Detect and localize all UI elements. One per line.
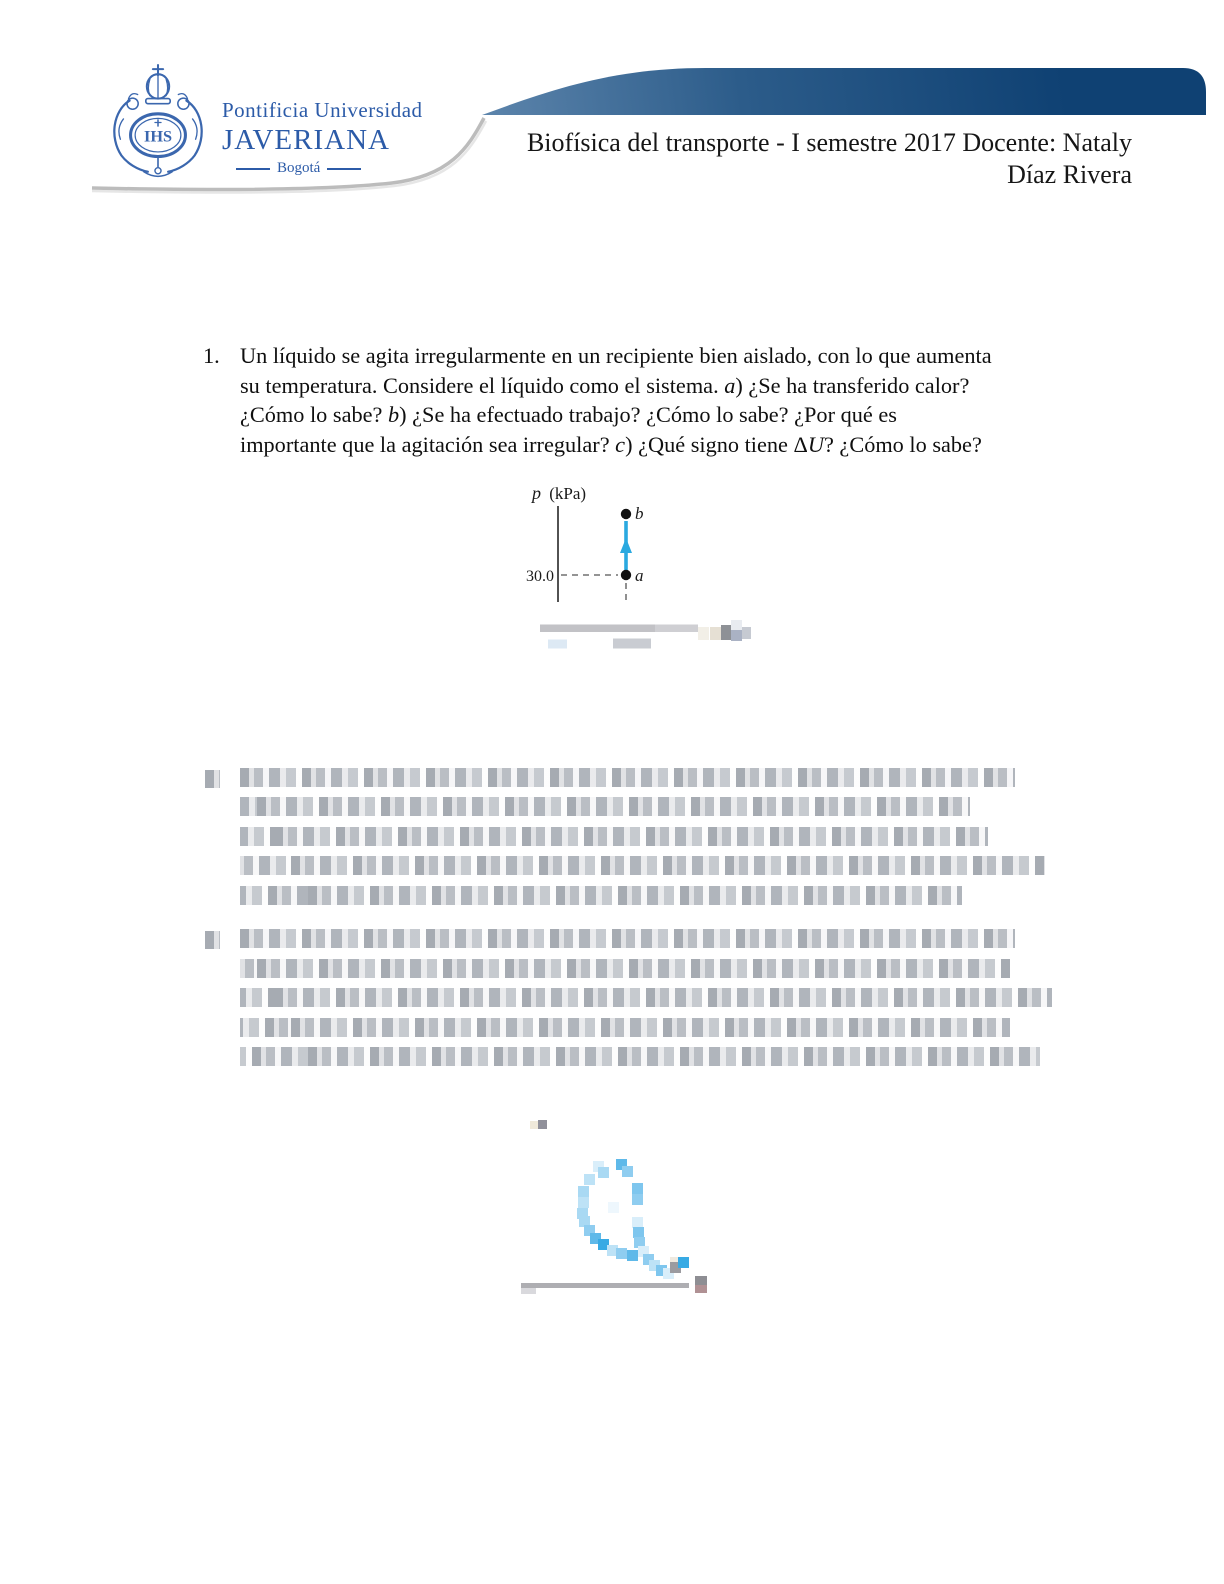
signature-pixel (578, 1197, 589, 1208)
redacted-problem-2 (205, 768, 1065, 918)
redacted-text-line (240, 1018, 1010, 1037)
y-tick-30: 30.0 (526, 568, 554, 585)
signature-pixel (578, 1186, 589, 1197)
redacted-text-line (240, 1047, 1040, 1066)
course-title-line1: Biofísica del transporte - I semestre 2017 Docente: Nataly (526, 128, 1132, 157)
problem-1-lines (240, 341, 1103, 459)
signature-pixel (678, 1257, 689, 1268)
course-title-line2: Díaz Rivera (1007, 160, 1132, 189)
banner-swoosh-shape (482, 68, 1206, 115)
blurred-x-axis (540, 620, 751, 649)
point-a-label: a (635, 566, 644, 585)
signature-line-step (521, 1288, 536, 1294)
redacted-number-marker (205, 931, 220, 949)
problem-1 (203, 341, 1103, 459)
redacted-text-line (240, 827, 988, 846)
signature-line (521, 1283, 689, 1288)
redacted-number-marker (205, 770, 220, 788)
problem-text-line: importante que la agitación sea irregular? c) ¿Qué signo tiene ΔU? ¿Cómo lo sabe? (240, 431, 982, 457)
signature-speck-light (530, 1121, 538, 1129)
problem-text-line: ¿Cómo lo sabe? b) ¿Se ha efectuado trabajo? ¿Cómo lo sabe? ¿Por qué es (240, 402, 897, 428)
redacted-text-line (240, 929, 1015, 948)
university-city: Bogotá (277, 160, 321, 176)
signature-pixel (598, 1167, 609, 1178)
redacted-problem-3 (205, 929, 1065, 1079)
signature-pixel (622, 1166, 633, 1177)
signature-pixel (616, 1248, 627, 1259)
problem-text-line: Un líquido se agita irregularmente en un recipiente bien aislado, con lo que aumenta (240, 343, 992, 368)
signature-line-end-block-bottom (695, 1285, 707, 1293)
signature-speck-dark (538, 1120, 547, 1129)
course-title (492, 127, 1132, 191)
redacted-text-line (240, 959, 1010, 978)
problem-text-line: su temperatura. Considere el líquido como el sistema. a) ¿Se ha transferido calor? (240, 372, 970, 398)
redacted-text-line (240, 856, 1045, 875)
university-name-top: Pontificia Universidad (222, 98, 423, 122)
signature-line-end-block-top (695, 1276, 707, 1285)
problem-1-number: 1. (203, 343, 220, 368)
pv-diagram-figure (505, 478, 775, 663)
redacted-text-line (240, 768, 1015, 787)
signature-pixel (627, 1250, 638, 1261)
city-dash-left (236, 168, 270, 170)
redacted-text-line (240, 988, 1052, 1007)
signature-pixel (632, 1183, 643, 1194)
city-dash-right (327, 168, 361, 170)
crest-monogram: IHS (143, 127, 173, 146)
point-b-label: b (635, 504, 644, 523)
process-arrow-head (620, 538, 632, 553)
redacted-text-line (240, 886, 962, 905)
signature-pixel (608, 1202, 619, 1213)
university-name-main: JAVERIANA (222, 124, 390, 156)
y-axis-label: p (kPa) (532, 483, 587, 503)
signature-pixel (584, 1174, 595, 1185)
university-crest-logo (103, 62, 213, 186)
university-city-row (236, 160, 423, 177)
university-wordmark (222, 98, 423, 177)
point-b-dot (621, 509, 631, 519)
point-a-dot (621, 570, 631, 580)
redacted-text-line (240, 797, 970, 816)
signature-pixel (632, 1194, 643, 1205)
